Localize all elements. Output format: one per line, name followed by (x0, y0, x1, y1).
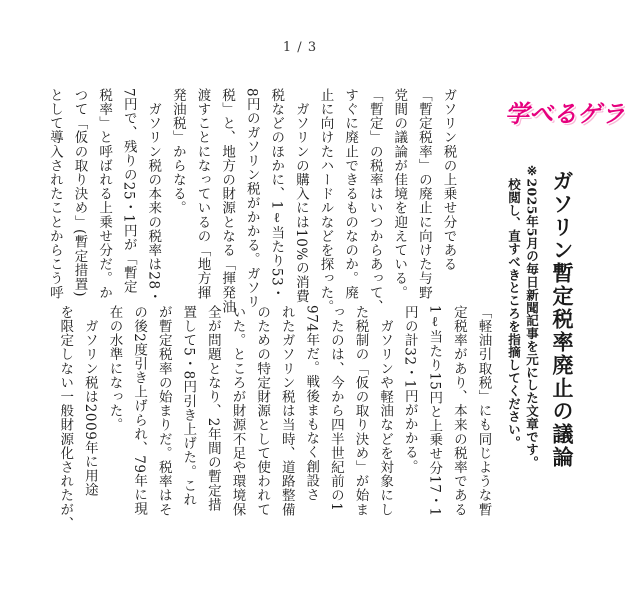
text-column: が暫定税率の始まりだ。税率はそ (155, 305, 172, 517)
text-column: 974年だ。戦後まもなく創設さ (303, 305, 320, 502)
manabu-gera-logo (505, 92, 625, 132)
instruction-note-2: 校閲し、直すべきところを指摘してください。 (506, 178, 522, 449)
text-column: 税などのほかに、1ℓ当たり53・ (268, 88, 285, 301)
text-column: 「暫定税率」の廃止に向けた与野 (415, 88, 432, 300)
text-column: 8円のガソリン税がかかる。ガソリ (243, 88, 260, 309)
instruction-note-1: ※2025年5月の毎日新聞記事を元にした文章です。 (524, 163, 540, 469)
text-column: 発油税」からなる。 (169, 88, 186, 215)
text-column: つて「仮の取り決め」(暫定措置) (71, 88, 88, 298)
text-column: いた。ところが財源不足や環境保 (229, 305, 246, 517)
text-column: 止に向けたハードルなどを探った。 (317, 88, 334, 314)
text-column: ガソリンの購入には10%の消費 (292, 88, 309, 304)
text-column: 渡すことになっているの「地方揮 (194, 88, 211, 300)
text-column: 在の水準になった。 (106, 305, 123, 432)
text-column: の後2度引き上げられ、79年に現 (131, 305, 148, 516)
text-column: 税率」と呼ばれる上乗せ分だ。か (96, 88, 113, 300)
text-column: 党間の議論が佳境を迎えている。 (391, 88, 408, 300)
text-column: すぐに廃止できるものなのか。廃 (342, 88, 359, 300)
text-column: 7円で、残りの25・1円が「暫定 (120, 88, 137, 294)
text-column: ガソリン税は2009年に用途 (81, 305, 98, 497)
text-column: ガソリンや軽油などを対象にし (377, 305, 394, 517)
text-column: れたガソリン税は当時、道路整備 (278, 305, 295, 517)
text-column: 税」と、地方の財源となる「揮発油 (219, 88, 236, 314)
article-title: ガソリン暫定税率廃止の議論 (550, 170, 575, 469)
text-column: 1ℓ当たり15円と上乗せ分17・1 (426, 305, 443, 517)
text-column: 置して5・8円引き上げた。これ (180, 305, 197, 507)
text-column: ガソリン税の本来の税率は28・ (145, 88, 162, 304)
logo-text: 学べるゲラ (505, 100, 625, 128)
text-column: 全が問題となり、2年間の暫定措 (204, 305, 221, 512)
text-column: 円の計32・1円がかかる。 (401, 305, 418, 474)
text-column: ったのは、今から四半世紀前の1 (327, 305, 344, 512)
text-column: た税制の「仮の取り決め」が始ま (352, 305, 369, 517)
text-column: 定税率があり、本来の税率である (450, 305, 467, 517)
text-column: ガソリン税の上乗せ分である (440, 88, 457, 272)
text-column: 「暫定」の税率はいつからあって、 (366, 88, 383, 314)
text-column: を限定しない一般財源化されたが、 (57, 305, 74, 531)
text-column: として導入されたことからこう呼 (46, 88, 63, 300)
text-column: 「軽油引取税」にも同じような暫 (475, 305, 492, 517)
page-number: 1 / 3 (282, 40, 318, 55)
text-column: のための特定財源として使われて (254, 305, 271, 517)
